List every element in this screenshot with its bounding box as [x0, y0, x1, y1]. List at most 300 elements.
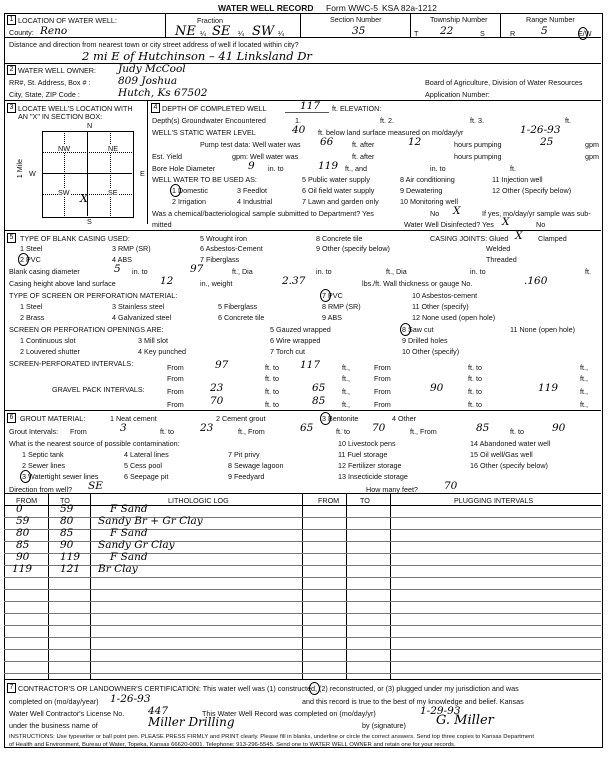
quarter-1: ¼ — [200, 29, 206, 38]
groundwater-3: ft. 3. — [470, 116, 484, 125]
business-label: under the business name of — [9, 721, 98, 730]
opening-saw-circle — [400, 323, 411, 336]
grout-ft-to-3: ft. to — [510, 427, 524, 436]
screen-fiberglass[interactable]: 5 Fiberglass — [218, 302, 258, 311]
record-date[interactable]: 1-29-93 — [420, 705, 461, 717]
static-value[interactable]: 40 — [292, 124, 306, 136]
gravel-ft-to-2: ft. to — [468, 387, 482, 396]
casing-wall[interactable]: .160 — [524, 275, 548, 287]
log-row-line — [4, 577, 601, 578]
city-value[interactable]: Hutch, Ks 67502 — [118, 87, 208, 99]
casing-diameter[interactable]: 5 — [114, 263, 121, 275]
gravel-ft-to-4: ft. to — [468, 400, 482, 409]
contam-livestock[interactable]: 10 Livestock pens — [338, 439, 396, 448]
joints-threaded[interactable]: Threaded — [486, 255, 517, 264]
opening-other[interactable]: 10 Other (specify) — [402, 347, 460, 356]
casing-ft-dia: ft., Dia — [232, 267, 253, 276]
divider — [147, 100, 148, 224]
casing-pvc[interactable]: 2 PVC — [20, 255, 41, 264]
gravel-from-label: From — [167, 387, 184, 396]
opening-none[interactable]: 11 None (open hole) — [510, 325, 575, 334]
pump-ft[interactable]: 66 — [320, 136, 334, 148]
pump-hours-label: hours pumping — [454, 140, 502, 149]
log-row-4-to[interactable]: 119 — [60, 551, 81, 563]
log-row-line — [4, 637, 601, 638]
contam-sewer[interactable]: 2 Sewer lines — [22, 461, 66, 470]
casing-weight[interactable]: 2.37 — [282, 275, 306, 287]
casing-rmp[interactable]: 3 RMP (SR) — [112, 244, 151, 253]
casing-ft: ft. — [585, 267, 591, 276]
casing-fiberglass[interactable]: 7 Fiberglass — [200, 255, 240, 264]
grout-label: GROUT MATERIAL: — [20, 414, 86, 423]
cert-label: CONTRACTOR'S OR LANDOWNER'S CERTIFICATION: This water well was (1) constructed, (2) reconstructed, or (3) plugged under my jurisdiction and was — [18, 684, 519, 693]
gpm-label: gpm — [585, 140, 599, 149]
township-label: Township Number — [430, 15, 488, 24]
perf-from-label-3: From — [167, 374, 184, 383]
cert-completed-label: completed on (mo/day/year) — [9, 697, 99, 706]
contam-fertilizer[interactable]: 12 Fertilizer storage — [338, 461, 402, 470]
disinfected-label: Water Well Disinfected? Yes — [404, 220, 494, 229]
opening-key[interactable]: 4 Key punched — [138, 347, 186, 356]
opening-saw[interactable]: 8 Saw cut — [402, 325, 434, 334]
col-line — [390, 493, 391, 679]
yield-gpm: gpm: Well water was — [232, 152, 299, 161]
divider — [300, 13, 301, 37]
compass-n: N — [87, 121, 93, 130]
joints-glued-mark: X — [515, 230, 523, 242]
use-air[interactable]: 8 Air conditioning — [400, 175, 455, 184]
casing-pvc-circle — [18, 253, 29, 266]
log-row-line — [4, 565, 601, 566]
log-plugging-header: PLUGGING INTERVALS — [454, 496, 534, 505]
section-grid[interactable] — [42, 131, 134, 218]
log-row-line — [4, 589, 601, 590]
section-number-label: Section Number — [330, 15, 382, 24]
use-dewatering[interactable]: 9 Dewatering — [400, 186, 443, 195]
grout-1-to[interactable]: 23 — [200, 422, 214, 434]
owner-label: WATER WELL OWNER: — [18, 66, 96, 75]
contam-cess[interactable]: 5 Cess pool — [124, 461, 162, 470]
yield-after: ft. after — [352, 152, 375, 161]
county-label: County: — [9, 28, 34, 37]
screen-stainless[interactable]: 3 Stainless steel — [112, 302, 165, 311]
contam-insecticide[interactable]: 13 Insecticide storage — [338, 472, 408, 481]
log-row-line — [4, 661, 601, 662]
section-number-7: 7 — [7, 683, 16, 693]
grout-ft-from: ft., From — [238, 427, 265, 436]
screen-pvc-circle — [320, 289, 331, 302]
chem-no-mark: X — [453, 205, 461, 217]
chem-no[interactable]: No — [430, 209, 440, 218]
casing-other[interactable]: 9 Other (specify below) — [316, 244, 390, 253]
screen-concrete[interactable]: 6 Concrete tile — [218, 313, 265, 322]
depth-value[interactable]: 117 — [300, 100, 321, 112]
grout-neat[interactable]: 1 Neat cement — [110, 414, 157, 423]
bore-to[interactable]: 119 — [318, 160, 339, 172]
contam-oilgas[interactable]: 15 Oil well/Gas well — [470, 450, 533, 459]
screen-asbestos[interactable]: 10 Asbestos-cement — [412, 291, 478, 300]
log-row-line — [4, 649, 601, 650]
casing-concrete[interactable]: 8 Concrete tile — [316, 234, 363, 243]
chem-submitted: mitted — [152, 220, 172, 229]
casing-height-label: Casing height above land surface — [9, 279, 116, 288]
rule — [4, 230, 601, 231]
use-irrigation[interactable]: 2 Irrigation — [172, 197, 206, 206]
gravel-ft-to-3: ft. to — [265, 400, 279, 409]
log-lithologic-header: LITHOLOGIC LOG — [168, 496, 229, 505]
joints-welded[interactable]: Welded — [486, 244, 511, 253]
grout-3-from[interactable]: 85 — [476, 422, 490, 434]
use-lawn[interactable]: 7 Lawn and garden only — [302, 197, 379, 206]
rule — [4, 679, 601, 680]
screen-pvc[interactable]: 7 PVC — [322, 291, 343, 300]
fraction-2[interactable]: SE — [212, 24, 231, 39]
perf-from-label: From — [167, 363, 184, 372]
fraction-1[interactable]: NE — [175, 24, 196, 39]
underline — [285, 112, 329, 113]
contam-lateral[interactable]: 4 Lateral lines — [124, 450, 169, 459]
distance-value[interactable]: 2 mi E of Hutchinson – 41 Linksland Dr — [82, 49, 312, 63]
quadrant-se: SE — [108, 188, 118, 197]
quadrant-nw: NW — [58, 144, 70, 153]
ksa-number: KSA 82a-1212 — [382, 3, 437, 13]
signature-value[interactable]: G. Miller — [436, 713, 494, 728]
divider — [410, 13, 411, 37]
use-oilfield[interactable]: 6 Oil field water supply — [302, 186, 375, 195]
casing-label: TYPE OF BLANK CASING USED: — [20, 234, 130, 243]
log-row-line — [4, 553, 601, 554]
instructions-line-2: of Health and Environment, Bureau of Water, Topeka, Kansas 66620-0001. Telephone: 913-296-5545. Send one to WATER WELL OWNER and retain one for your records. — [9, 742, 456, 748]
use-label: WELL WATER TO BE USED AS: — [152, 175, 257, 184]
quarter-3: ¼ — [278, 29, 284, 38]
screen-steel[interactable]: 1 Steel — [20, 302, 43, 311]
perf-ft-2: ft., — [580, 363, 588, 372]
log-from-header: FROM — [16, 496, 38, 505]
grout-1-from[interactable]: 3 — [120, 422, 127, 434]
perf-ft: ft., — [342, 363, 350, 372]
grid-line — [42, 173, 132, 174]
section-number-2: 2 — [7, 65, 16, 75]
screen-abs[interactable]: 9 ABS — [322, 313, 342, 322]
perf-from-label-4: From — [374, 374, 391, 383]
casing-weight-label: in., weight — [200, 279, 233, 288]
log-row-line — [4, 529, 601, 530]
log-row-5-to[interactable]: 121 — [60, 563, 81, 575]
section-number-3: 3 — [7, 103, 16, 113]
use-industrial[interactable]: 4 Industrial — [237, 197, 273, 206]
contam-fuel[interactable]: 11 Fuel storage — [338, 450, 388, 459]
casing-in-to-2: in. to — [316, 267, 332, 276]
grout-2-to[interactable]: 70 — [372, 422, 386, 434]
casing-diameter-label: Blank casing diameter — [9, 267, 80, 276]
compass-e: E — [140, 169, 145, 178]
city-label: City, State, ZIP Code : — [9, 90, 80, 99]
license-value[interactable]: 447 — [148, 705, 169, 717]
bore-ft: ft., and — [345, 164, 367, 173]
static-label: WELL'S STATIC WATER LEVEL — [152, 128, 256, 137]
range-r: R — [510, 29, 516, 38]
location-label: LOCATION OF WATER WELL: — [18, 16, 117, 25]
log-row-3-desc[interactable]: Sandy Gr Clay — [98, 539, 175, 551]
casing-steel[interactable]: 1 Steel — [20, 244, 43, 253]
range-e-circle — [578, 27, 588, 40]
screen-none[interactable]: 12 None used (open hole) — [412, 313, 496, 322]
perf-label: SCREEN-PERFORATED INTERVALS: — [9, 359, 134, 368]
gravel-from-label-4: From — [374, 400, 391, 409]
screen-label: TYPE OF SCREEN OR PERFORATION MATERIAL: — [9, 291, 178, 300]
log-row-1-to[interactable]: 80 — [60, 515, 74, 527]
rule — [4, 410, 601, 411]
howmany-value[interactable]: 70 — [444, 480, 458, 492]
grout-bentonite-circle — [320, 412, 331, 425]
chem-if-yes: If yes, mo/day/yr sample was sub- — [482, 209, 591, 218]
grout-intervals-label: Grout Intervals: — [9, 427, 59, 436]
casing-in-to-3: in. to — [470, 267, 486, 276]
cert-constructed-circle — [309, 682, 320, 695]
fraction-label: Fraction — [197, 16, 223, 25]
use-domestic-circle — [170, 184, 181, 197]
elevation-label: ft. ELEVATION: — [332, 104, 382, 113]
log-row-2-to[interactable]: 85 — [60, 527, 74, 539]
col-line — [302, 493, 303, 679]
log-row-0-from[interactable]: 0 — [16, 503, 23, 515]
contam-septic[interactable]: 1 Septic tank — [22, 450, 64, 459]
section-number-5: 5 — [7, 233, 16, 243]
log-row-1-desc[interactable]: Sandy Br + Gr Clay — [98, 515, 203, 527]
opening-continuous[interactable]: 1 Continuous slot — [20, 336, 76, 345]
log-row-3-from[interactable]: 85 — [16, 539, 30, 551]
gravel-1-to[interactable]: 65 — [312, 382, 326, 394]
gravel-from-label-2: From — [374, 387, 391, 396]
screen-other[interactable]: 11 Other (specify) — [412, 302, 469, 311]
distance-label: Distance and direction from nearest town or city street address of well if located within city? — [9, 40, 299, 49]
bore-label: Bore Hole Diameter — [152, 164, 216, 173]
gravel-2-from[interactable]: 90 — [430, 382, 444, 394]
howmany-label: How many feet? — [366, 485, 418, 494]
opening-louvered[interactable]: 2 Louvered shutter — [20, 347, 80, 356]
contam-label: What is the nearest source of possible contamination: — [9, 439, 180, 448]
log-row-line — [4, 601, 601, 602]
section-number-6: 6 — [7, 413, 16, 423]
log-row-5-from[interactable]: 119 — [12, 563, 33, 575]
township-value[interactable]: 22 — [440, 25, 454, 37]
log-to-header-2: TO — [360, 496, 370, 505]
form-number: Form WWC-5 — [326, 3, 378, 13]
col-line — [90, 493, 91, 679]
cert-true-text: and this record is true to the best of my knowledge and belief. Kansas — [302, 697, 524, 706]
casing-in-to: in. to — [132, 267, 148, 276]
grout-ft-to-2: ft. to — [336, 427, 350, 436]
joints-glued[interactable]: CASING JOINTS: Glued — [430, 234, 509, 243]
use-monitoring[interactable]: 10 Monitoring well — [400, 197, 458, 206]
quarter-2: ¼ — [238, 29, 244, 38]
bore-in: in. to — [268, 164, 284, 173]
perf-from-label-2: From — [374, 363, 391, 372]
disinfected-mark: X — [502, 216, 510, 228]
address-value[interactable]: 809 Joshua — [118, 75, 178, 87]
opening-gauzed[interactable]: 5 Gauzed wrapped — [270, 325, 331, 334]
contam-seepage[interactable]: 6 Seepage pit — [124, 472, 169, 481]
gravel-ft-to: ft. to — [265, 387, 279, 396]
screen-galvanized[interactable]: 4 Galvanized steel — [112, 313, 172, 322]
log-row-2-desc[interactable]: F Sand — [110, 527, 148, 539]
range-value[interactable]: 5 — [541, 25, 548, 37]
cert-completed-date[interactable]: 1-26-93 — [110, 693, 151, 705]
screen-rmp[interactable]: 8 RMP (SR) — [322, 302, 361, 311]
opening-drilled[interactable]: 9 Drilled holes — [402, 336, 448, 345]
log-row-4-from[interactable]: 90 — [16, 551, 30, 563]
groundwater-label: Depth(s) Groundwater Encountered — [152, 116, 266, 125]
owner-name[interactable]: Judy McCool — [118, 63, 186, 75]
range-label: Range Number — [526, 15, 575, 24]
perf-to[interactable]: 117 — [300, 359, 321, 371]
groundwater-1: 1. — [295, 116, 301, 125]
perf-ft-to-4: ft. to — [468, 374, 482, 383]
contam-feedyard[interactable]: 9 Feedyard — [228, 472, 265, 481]
contam-privy[interactable]: 7 Pit privy — [228, 450, 260, 459]
col-line — [48, 493, 49, 679]
grout-other[interactable]: 4 Other — [392, 414, 416, 423]
log-row-0-to[interactable]: 59 — [60, 503, 74, 515]
county-value[interactable]: Reno — [40, 25, 68, 37]
gravel-1-from[interactable]: 23 — [210, 382, 224, 394]
instructions-line-1: INSTRUCTIONS: Use typewriter or ball point pen. PLEASE PRESS FIRMLY and PRINT clearly. Please fill in blanks, underline or circle the correct answers. Send top three copies to Kansas Department — [9, 734, 535, 740]
col-line — [346, 493, 347, 679]
disinfected-no[interactable]: No — [536, 220, 546, 229]
yield-label: Est. Yield — [152, 152, 182, 161]
grout-cement[interactable]: 2 Cement grout — [216, 414, 266, 423]
log-to-header: TO — [60, 496, 70, 505]
opening-mill[interactable]: 3 Mill slot — [138, 336, 168, 345]
board-text: Board of Agriculture, Division of Water Resources — [425, 78, 583, 87]
location-mark[interactable]: X — [80, 192, 88, 205]
contam-watertight[interactable]: 3 Watertight sewer lines — [22, 472, 99, 481]
business-value[interactable]: Miller Drilling — [148, 715, 235, 729]
opening-wire[interactable]: 6 Wire wrapped — [270, 336, 321, 345]
bore-value[interactable]: 9 — [248, 160, 255, 172]
log-row-line — [4, 625, 601, 626]
section-number-value[interactable]: 35 — [352, 25, 366, 37]
casing-asbestos[interactable]: 6 Asbestos-Cement — [200, 244, 263, 253]
use-domestic[interactable]: 1 Domestic — [172, 186, 208, 195]
casing-wall-label: lbs./ft. Wall thickness or gauge No. — [362, 279, 473, 288]
log-row-line — [4, 517, 601, 518]
contam-other[interactable]: 16 Other (specify below) — [470, 461, 548, 470]
use-feedlot[interactable]: 3 Feedlot — [237, 186, 267, 195]
locate-label-2: AN "X" IN SECTION BOX: — [18, 112, 103, 121]
gravel-ft-3: ft., — [342, 400, 350, 409]
groundwater-4: ft. — [565, 116, 571, 125]
grout-from-label: From — [70, 427, 87, 436]
gravel-label: GRAVEL PACK INTERVALS: — [52, 385, 145, 394]
record-label: This Water Well Record was completed on (mo/day/yr) — [202, 709, 376, 718]
grout-2-from[interactable]: 65 — [300, 422, 314, 434]
compass-s: S — [87, 217, 92, 226]
direction-label: Direction from well? — [9, 485, 73, 494]
log-row-line — [4, 613, 601, 614]
pump-hours[interactable]: 12 — [408, 136, 422, 148]
log-row-3-to[interactable]: 90 — [60, 539, 74, 551]
gravel-ft: ft., — [342, 387, 350, 396]
use-other[interactable]: 12 Other (Specify below) — [492, 186, 572, 195]
license-label: Water Well Contractor's License No. — [9, 709, 125, 718]
contam-abandoned[interactable]: 14 Abandoned water well — [470, 439, 551, 448]
contam-lagoon[interactable]: 8 Sewage lagoon — [228, 461, 284, 470]
bore-in-2: in. to — [430, 164, 446, 173]
direction-value[interactable]: SE — [88, 480, 103, 492]
perf-ft-3: ft., — [342, 374, 350, 383]
locate-label: LOCATE WELL'S LOCATION WITH — [18, 104, 133, 113]
section-number-4: 4 — [151, 103, 160, 113]
grout-bentonite[interactable]: 3 Bentonite — [322, 414, 359, 423]
range-ew: E/W — [578, 29, 592, 38]
perf-ft-to-2: ft. to — [468, 363, 482, 372]
township-s: S — [480, 29, 485, 38]
address-label: RR#, St. Address, Box # : — [9, 78, 91, 87]
log-row-4-desc[interactable]: F Sand — [110, 551, 148, 563]
perf-ft-to-3: ft. to — [265, 374, 279, 383]
application-number-label: Application Number: — [425, 90, 490, 99]
groundwater-2: ft. 2. — [380, 116, 394, 125]
static-date[interactable]: 1-26-93 — [520, 124, 561, 136]
depth-label: DEPTH OF COMPLETED WELL — [162, 104, 267, 113]
casing-abs[interactable]: 4 ABS — [112, 255, 132, 264]
casing-ft-dia-2: ft., Dia — [386, 267, 407, 276]
casing-to[interactable]: 97 — [190, 263, 204, 275]
quadrant-ne: NE — [108, 144, 118, 153]
pump-label: Pump test data: Well water was — [200, 140, 301, 149]
openings-label: SCREEN OR PERFORATION OPENINGS ARE: — [9, 325, 164, 334]
gravel-3-from[interactable]: 70 — [210, 395, 224, 407]
log-row-1-from[interactable]: 59 — [16, 515, 30, 527]
rule — [4, 63, 601, 64]
opening-torch[interactable]: 7 Torch cut — [270, 347, 306, 356]
log-row-0-desc[interactable]: F Sand — [110, 503, 148, 515]
casing-wrought[interactable]: 5 Wrought iron — [200, 234, 248, 243]
bore-ft-2: ft. — [510, 164, 516, 173]
gravel-3-to[interactable]: 85 — [312, 395, 326, 407]
rule — [4, 37, 601, 38]
perf-ft-4: ft., — [580, 374, 588, 383]
gravel-ft-2: ft., — [580, 387, 588, 396]
perf-from[interactable]: 97 — [215, 359, 229, 371]
fraction-3[interactable]: SW — [252, 24, 275, 39]
grout-3-to[interactable]: 90 — [552, 422, 566, 434]
divider — [165, 13, 166, 37]
chem-label: Was a chemical/bacteriological sample submitted to Department? Yes — [152, 209, 374, 218]
log-row-line — [4, 541, 601, 542]
pump-after: ft. after — [352, 140, 375, 149]
joints-clamped[interactable]: Clamped — [538, 234, 567, 243]
use-public[interactable]: 5 Public water supply — [302, 175, 370, 184]
perf-ft-to: ft. to — [265, 363, 279, 372]
signature-label: by (signature) — [362, 721, 406, 730]
grout-ft-from-2: ft., From — [410, 427, 437, 436]
log-row-5-desc[interactable]: Br Clay — [98, 563, 138, 575]
pump-gpm[interactable]: 25 — [540, 136, 554, 148]
use-injection[interactable]: 11 Injection well — [492, 175, 543, 184]
grid-line — [42, 152, 132, 153]
gpm-label-2: gpm — [585, 152, 599, 161]
casing-height[interactable]: 12 — [160, 275, 174, 287]
log-from-header-2: FROM — [318, 496, 340, 505]
mile-label: 1 Mile — [14, 159, 24, 179]
gravel-2-to[interactable]: 119 — [538, 382, 559, 394]
form-title: WATER WELL RECORD — [218, 3, 314, 13]
gravel-from-label-3: From — [167, 400, 184, 409]
screen-brass[interactable]: 2 Brass — [20, 313, 45, 322]
log-row-2-from[interactable]: 80 — [16, 527, 30, 539]
